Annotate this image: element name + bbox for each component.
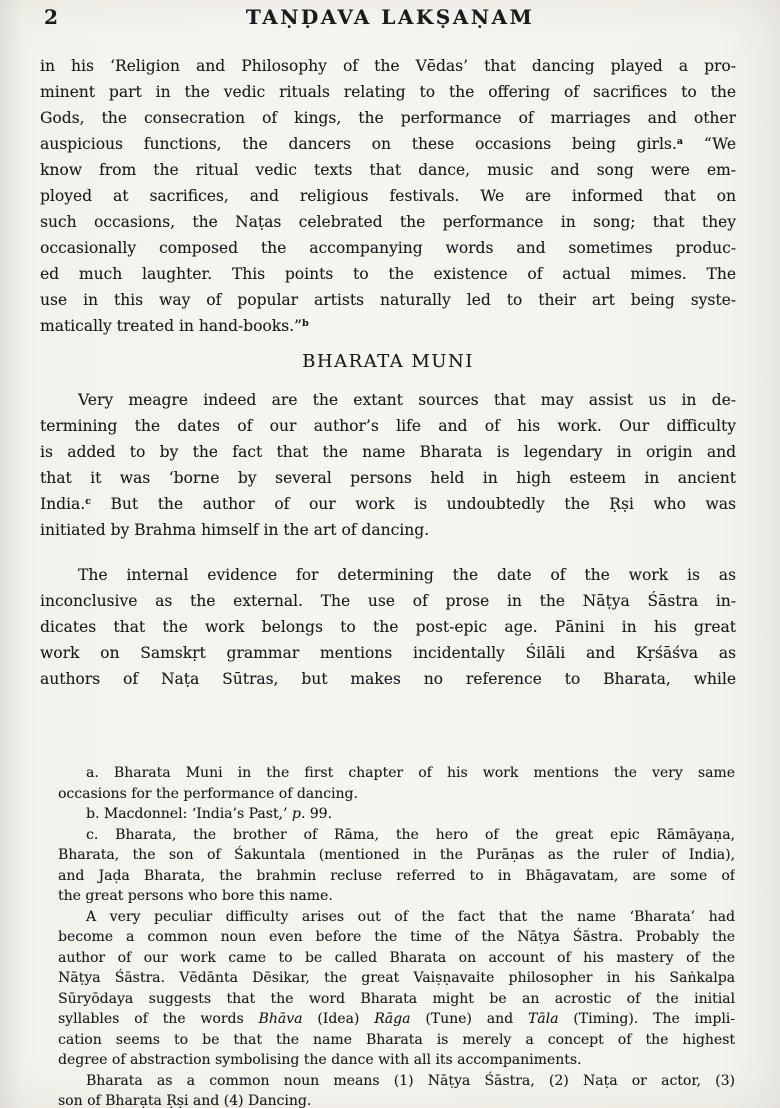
footnote-c-continuation <box>58 907 735 1071</box>
text-line: degree of abstraction symbolising the dance with all its accompaniments. <box>58 1052 582 1068</box>
text-line: such occasions, the Naṭas celebrated the performance in song; that they <box>40 213 736 231</box>
text-line: India.$^c$ But the author of our work is undoubtedly the Ṛṣi who was <box>40 495 736 513</box>
paragraph-3 <box>40 562 736 692</box>
text-line: son of Bharạta Ṛṣi and (4) Dancing. <box>58 1093 312 1108</box>
text-line: in his ‘Religion and Philosophy of the Vēdas’ that dancing played a pro- <box>40 57 736 75</box>
running-title: TAṆḌAVA LAKṢAṆAM <box>245 5 535 29</box>
text-line: author of our work came to be called Bharata on account of his mastery of the <box>58 949 735 966</box>
text-line: ployed at sacrifices, and religious festivals. We are informed that on <box>40 187 736 205</box>
text-line: is added to by the fact that the name Bharata is legendary in origin and <box>40 443 736 461</box>
text-line: ed much laughter. This points to the existence of actual mimes. The <box>40 265 736 283</box>
footnote-a <box>58 763 735 804</box>
body-text <box>40 53 736 692</box>
text-line: initiated by Brahma himself in the art of dancing. <box>40 521 430 539</box>
text-line: syllables of the words Bhāva (Idea) Rāga (Tune) and Tāla (Timing). The impli- <box>58 1011 735 1027</box>
text-line: auspicious functions, the dancers on these occasions being girls.$^a$ “We <box>40 135 736 153</box>
section-heading: BHARATA MUNI <box>302 351 474 372</box>
text-line: dicates that the work belongs to the post-epic age. Pānini in his great <box>40 618 736 636</box>
text-line: Bharata, the son of Śakuntala (mentioned in the Purāṇas as the ruler of India), <box>58 847 735 863</box>
footnote-c <box>58 825 735 907</box>
text-line: b. Macdonnel: ‘India’s Past,’ p. 99. <box>86 806 333 822</box>
text-line: Sūryōdaya suggests that the word Bharata might be an acrostic of the initial <box>58 990 735 1007</box>
page-number: 2 <box>44 5 58 29</box>
paragraph-2 <box>40 387 736 543</box>
footnote-meanings <box>58 1071 735 1108</box>
text-line: that it was ‘borne by several persons held in high esteem in ancient <box>40 469 736 487</box>
text-line: cation seems to be that the name Bharata is merely a concept of the highest <box>58 1031 735 1048</box>
text-line: c. Bharata, the brother of Rāma, the hero of the great epic Rāmāyaṇa, <box>86 826 735 843</box>
text-line: and Jaḍa Bharata, the brahmin recluse referred to in Bhāgavatam, are some of <box>58 867 735 884</box>
text-line: become a common noun even before the time of the Nāṭya Śāstra. Probably the <box>58 929 735 945</box>
text-line: termining the dates of our author’s life and of his work. Our difficulty <box>40 417 736 435</box>
text-line: work on Samskṛt grammar mentions incidentally Śilāli and Kṛśāśva as <box>40 644 736 662</box>
text-line: minent part in the vedic rituals relating to the offering of sacrifices to the <box>40 83 736 101</box>
text-line: authors of Naṭa Sūtras, but makes no reference to Bharata, while <box>40 670 736 688</box>
text-line: Bharata as a common noun means (1) Nāṭya Śāstra, (2) Naṭa or actor, (3) <box>86 1072 735 1089</box>
text-line: use in this way of popular artists naturally led to their art being syste- <box>40 291 736 309</box>
text-line: The internal evidence for determining the date of the work is as <box>78 566 736 584</box>
text-line: a. Bharata Muni in the first chapter of his work mentions the very same <box>86 765 735 781</box>
text-line: occasions for the performance of dancing. <box>58 785 358 802</box>
text-line: Nāṭya Śāstra. Vēdānta Dēsikar, the great Vaiṣṇavaite philosopher in his Saṅkalpa <box>58 970 735 986</box>
footnote-b <box>58 804 735 825</box>
text-line: occasionally composed the accompanying words and sometimes produc- <box>40 239 736 257</box>
text-line: Gods, the consecration of kings, the performance of marriages and other <box>40 109 736 127</box>
text-line: know from the ritual vedic texts that dance, music and song were em- <box>40 161 736 179</box>
text-line: matically treated in hand-books.”$^b$ <box>40 317 309 335</box>
text-line: the great persons who bore this name. <box>58 888 333 904</box>
text-line: A very peculiar difficulty arises out of the fact that the name ‘Bharata’ had <box>86 908 735 925</box>
text-line: inconclusive as the external. The use of prose in the Nāṭya Śāstra in- <box>40 592 736 610</box>
footnotes <box>58 763 735 1108</box>
text-line: Very meagre indeed are the extant sources that may assist us in de- <box>78 391 736 409</box>
paragraph-1 <box>40 53 736 339</box>
